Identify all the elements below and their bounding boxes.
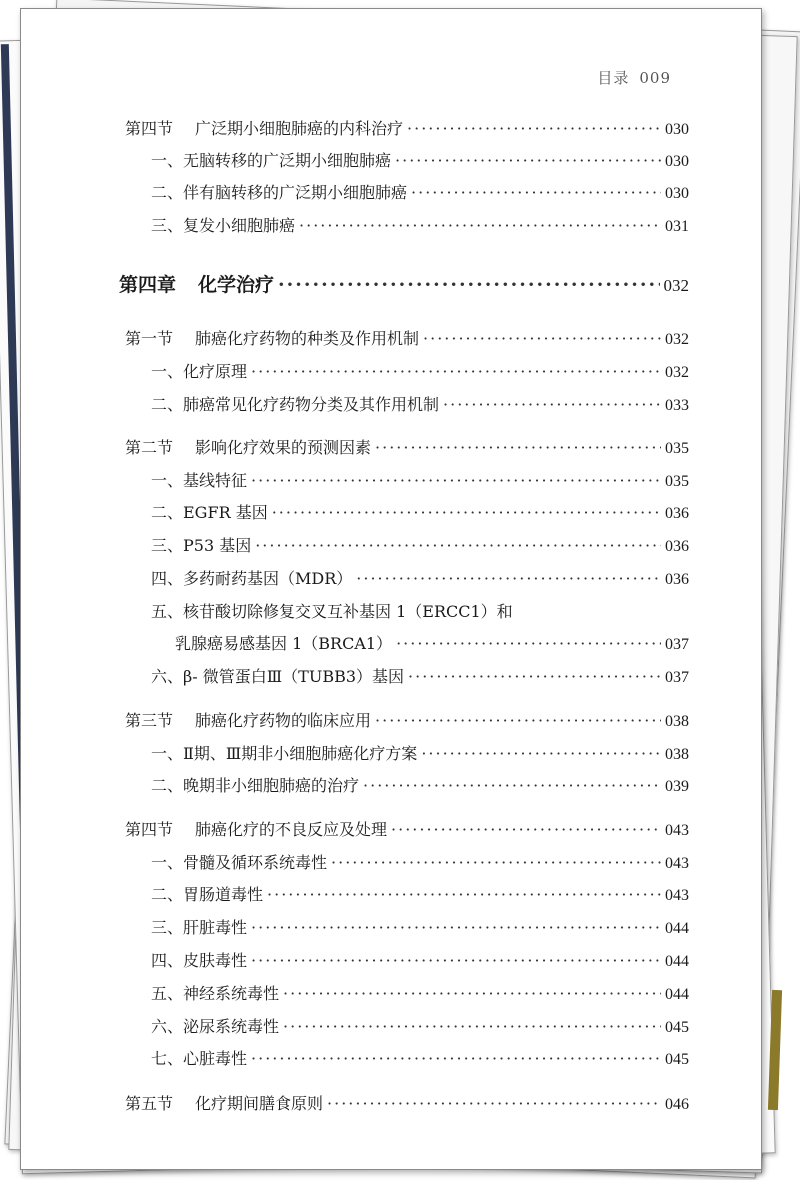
entry-title: 化疗期间膳食原则 [195,1094,324,1113]
leader-dots [272,503,661,523]
page-number: 039 [665,778,689,795]
section-number: 第三节 [125,711,174,730]
entry-title: 七、心脏毒性 [151,1049,248,1068]
leader-dots [251,951,661,971]
page-number: 031 [665,218,689,235]
leader-dots [411,183,661,203]
page-number: 037 [665,669,689,686]
entry-title: 肺癌化疗药物的临床应用 [195,711,372,730]
entry-title: 二、肺癌常见化疗药物分类及其作用机制 [151,395,440,414]
page-number: 033 [665,397,689,414]
toc-entry-line-1[interactable] [151,602,513,622]
toc-entry[interactable] [125,820,689,841]
page-number: 035 [665,440,689,457]
toc-entry[interactable] [151,1049,689,1070]
toc-entry-line-2[interactable] [175,634,689,655]
toc-entry[interactable] [151,885,689,906]
toc-entry[interactable] [125,119,689,140]
entry-title: 二、胃肠道毒性 [151,885,264,904]
toc-entry[interactable] [151,362,689,383]
entry-title: 五、核苷酸切除修复交叉互补基因 1（ERCC1）和 [151,602,513,621]
toc-entry[interactable] [151,1017,689,1038]
entry-title: 六、β- 微管蛋白Ⅲ（TUBB3）基因 [151,667,405,686]
leader-dots [396,634,661,654]
toc-page [20,8,762,1170]
page-number: 038 [665,746,689,763]
leader-dots [391,820,661,840]
toc-entry[interactable] [151,151,689,172]
leader-dots [299,216,661,236]
leader-dots [251,918,661,938]
leader-dots [423,329,661,349]
leader-dots [408,667,661,687]
entry-title: 一、基线特征 [151,471,248,490]
entry-title: 乳腺癌易感基因 1（BRCA1） [175,634,393,653]
toc-entry[interactable] [151,776,689,797]
leader-dots [395,151,661,171]
toc-entry[interactable] [125,1094,689,1115]
entry-title: 三、P53 基因 [151,536,252,555]
toc-entry[interactable] [151,918,689,939]
page-number: 030 [665,185,689,202]
section-number: 第一节 [125,329,174,348]
page-number: 045 [665,1051,689,1068]
leader-dots [251,362,661,382]
header-page-number: 009 [639,69,671,87]
leader-dots [267,885,661,905]
entry-title: 五、神经系统毒性 [151,984,280,1003]
toc-entry[interactable] [151,395,689,416]
leader-dots [356,569,661,589]
entry-title: 二、伴有脑转移的广泛期小细胞肺癌 [151,183,408,202]
leader-dots [251,1049,661,1069]
entry-title: 二、晚期非小细胞肺癌的治疗 [151,776,360,795]
entry-title: 三、肝脏毒性 [151,918,248,937]
leader-dots [255,536,661,556]
page-number: 044 [665,953,689,970]
entry-title: 一、骨髓及循环系统毒性 [151,853,328,872]
page-number: 043 [665,887,689,904]
leader-dots [251,471,661,491]
toc-entry[interactable] [151,667,689,688]
page-number: 046 [665,1096,689,1113]
toc-entry[interactable] [125,329,689,350]
page-number: 037 [665,636,689,653]
entry-title: 二、EGFR 基因 [151,503,268,522]
page-number: 030 [665,121,689,138]
page-number: 036 [665,538,689,555]
entry-title: 一、无脑转移的广泛期小细胞肺癌 [151,151,392,170]
entry-title: 四、多药耐药基因（MDR） [151,569,353,588]
toc-entry[interactable] [125,438,689,459]
page-number: 045 [665,1019,689,1036]
entry-title: 三、复发小细胞肺癌 [151,216,296,235]
page-number: 043 [665,855,689,872]
entry-title: 影响化疗效果的预测因素 [195,438,372,457]
page-number: 035 [665,473,689,490]
toc-entry[interactable] [151,503,689,524]
leader-dots [421,744,661,764]
page-number: 043 [665,822,689,839]
leader-dots [331,853,661,873]
toc-entry[interactable] [151,951,689,972]
chapter-title: 化学治疗 [198,274,275,296]
toc-entry[interactable] [151,744,689,765]
section-number: 第四节 [125,820,174,839]
entry-title: 六、泌尿系统毒性 [151,1017,280,1036]
leader-dots [327,1094,661,1114]
entry-title: 肺癌化疗的不良反应及处理 [195,820,388,839]
page-number: 032 [665,331,689,348]
entry-title: 肺癌化疗药物的种类及作用机制 [195,329,420,348]
page-number: 030 [665,153,689,170]
leader-dots [443,395,661,415]
section-number: 第五节 [125,1094,174,1113]
toc-entry[interactable] [151,536,689,557]
header-title: 目录 [597,69,630,87]
toc-entry[interactable] [151,569,689,590]
entry-title: 一、Ⅱ期、Ⅲ期非小细胞肺癌化疗方案 [151,744,418,763]
page-number: 044 [665,986,689,1003]
leader-dots [278,275,659,295]
page-number: 032 [665,364,689,381]
page-number: 036 [665,505,689,522]
toc-entry[interactable] [151,984,689,1005]
toc-entry[interactable] [151,183,689,204]
leader-dots [375,711,661,731]
entry-title: 广泛期小细胞肺癌的内科治疗 [195,119,404,138]
leader-dots [407,119,661,139]
chapter-number: 第四章 [119,274,177,296]
toc-entry[interactable] [151,471,689,492]
entry-title: 四、皮肤毒性 [151,951,248,970]
page-number: 038 [665,713,689,730]
page-number: 044 [665,920,689,937]
leader-dots [375,438,661,458]
page-number: 036 [665,571,689,588]
toc-chapter-entry[interactable] [119,275,689,296]
leader-dots [363,776,661,796]
leader-dots [283,1017,661,1037]
section-number: 第二节 [125,438,174,457]
entry-title: 一、化疗原理 [151,362,248,381]
toc-entry[interactable] [151,216,689,237]
leader-dots [283,984,661,1004]
toc-entry[interactable] [125,711,689,732]
page-number: 032 [663,276,689,295]
table-of-contents [21,9,761,1169]
toc-entry[interactable] [151,853,689,874]
section-number: 第四节 [125,119,174,138]
